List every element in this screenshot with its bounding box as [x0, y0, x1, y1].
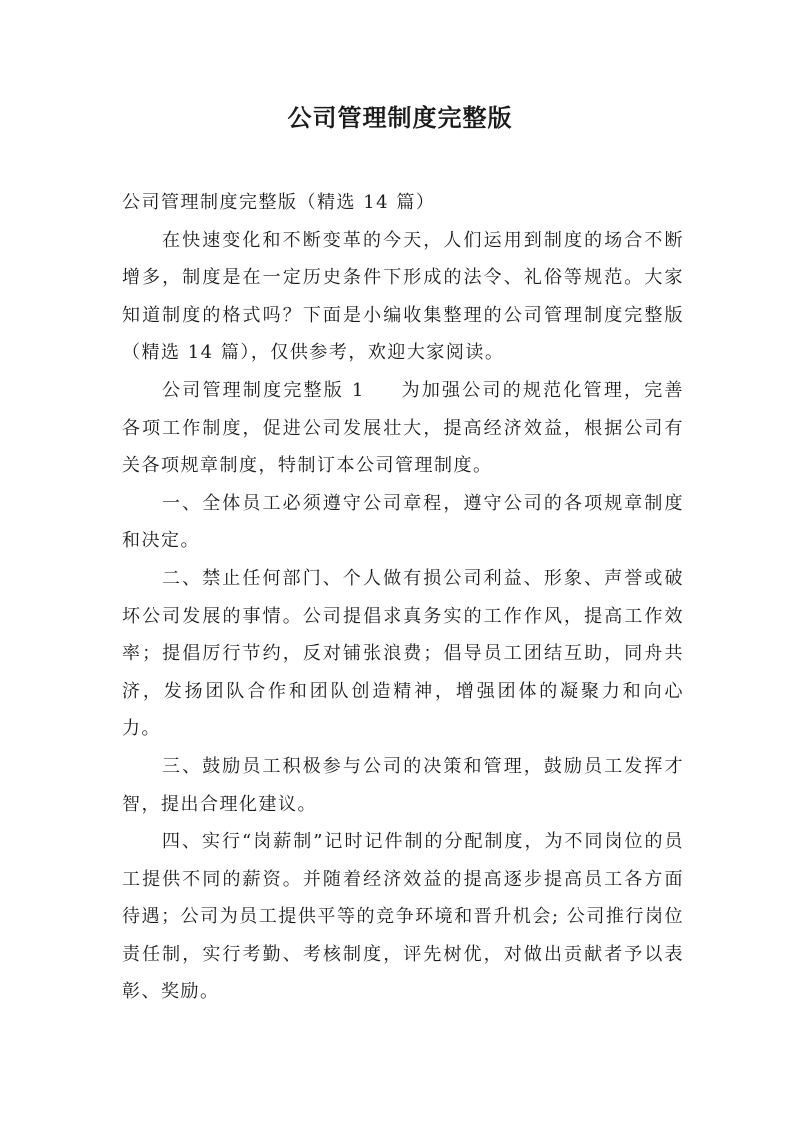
section-heading: 公司管理制度完整版 1 [162, 379, 365, 401]
item-paragraph-3: 三、鼓励员工积极参与公司的决策和管理，鼓励员工发挥才智，提出合理化建议。 [122, 755, 684, 815]
document-title: 公司管理制度完整版 [287, 104, 513, 132]
section-intro: 为加强公司的规范化管理，完善各项工作制度，促进公司发展壮大，提高经济效益，根据公司有关各项规章制度，特制订本公司管理制度。 [122, 379, 684, 477]
item-paragraph-1: 一、全体员工必须遵守公司章程，遵守公司的各项规章制度和决定。 [122, 492, 684, 552]
item-paragraph-2: 二、禁止任何部门、个人做有损公司利益、形象、声誉或破坏公司发展的事情。公司提倡求真务实的工作作风，提高工作效率；提倡厉行节约，反对铺张浪费；倡导员工团结互助，同舟共济，发扬团队合作和团队创造精神，增强团体的凝聚力和向心力。 [122, 567, 684, 740]
item-paragraph-4: 四、实行“岗薪制”记时记件制的分配制度，为不同岗位的员工提供不同的薪资。并随着经济效益的提高逐步提高员工各方面待遇；公司为员工提供平等的竞争环境和晋升机会; 公司推行岗位责任制，实行考勤、考核制度，评先树优，对做出贡献者予以表彰、奖励。 [122, 831, 684, 1003]
document-subtitle: 公司管理制度完整版（精选 14 篇） [122, 192, 436, 213]
intro-paragraph: 在快速变化和不断变革的今天，人们运用到制度的场合不断增多，制度是在一定历史条件下形成的法令、礼俗等规范。大家知道制度的格式吗？下面是小编收集整理的公司管理制度完整版（精选 14 篇），仅供参考，欢迎大家阅读。 [122, 229, 684, 364]
section-paragraph [122, 372, 684, 485]
document-body [122, 184, 684, 1011]
